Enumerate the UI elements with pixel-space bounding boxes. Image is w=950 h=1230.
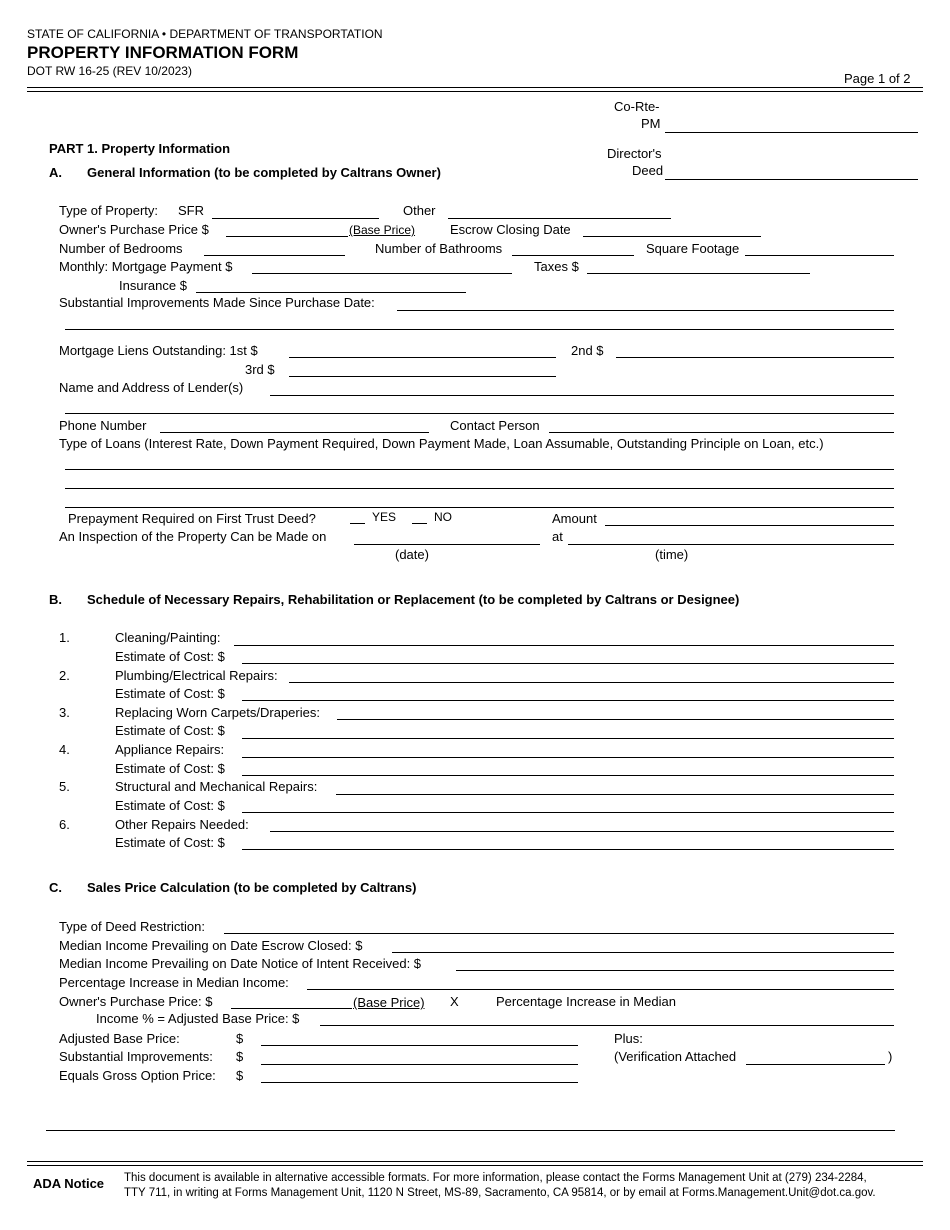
substantial-c-field[interactable] [261,1064,578,1065]
lien-2nd-label: 2nd $ [571,343,604,358]
loans-field-1[interactable] [65,469,894,470]
section-b-letter: B. [49,592,62,607]
repair-label-1: Cleaning/Painting: [115,630,221,645]
substantial-improvements-field[interactable] [397,310,894,311]
estimate-field-6[interactable] [242,849,894,850]
lender-field-2[interactable] [65,413,894,414]
estimate-label-2: Estimate of Cost: $ [115,686,225,701]
verification-close: ) [888,1049,893,1064]
adjusted-base-label: Adjusted Base Price: [59,1031,180,1046]
percentage-increase-field[interactable] [307,989,894,990]
type-of-loans-label: Type of Loans (Interest Rate, Down Payment Required, Down Payment Made, Loan Assumable, Outstanding Principle on Loan, etc.) [59,436,824,451]
lien-2nd-field[interactable] [616,357,894,358]
deed-restriction-field[interactable] [224,933,894,934]
footer-rule-top [27,1161,923,1162]
ada-notice-label: ADA Notice [33,1176,105,1191]
phone-field[interactable] [160,432,429,433]
estimate-field-4[interactable] [242,775,894,776]
estimate-field-3[interactable] [242,738,894,739]
section-a-title: General Information (to be completed by Caltrans Owner) [87,165,441,180]
income-adjusted-field[interactable] [320,1025,894,1026]
repair-num-3: 3. [59,705,70,720]
gross-option-field[interactable] [261,1082,578,1083]
escrow-closing-date-label: Escrow Closing Date [450,222,571,237]
substantial-c-label: Substantial Improvements: [59,1049,213,1064]
percentage-increase-label: Percentage Increase in Median Income: [59,975,289,990]
at-label: at [552,529,563,544]
income-adjusted-label: Income % = Adjusted Base Price: $ [96,1011,300,1026]
lender-field[interactable] [270,395,894,396]
repair-num-4: 4. [59,742,70,757]
square-footage-field[interactable] [745,255,894,256]
repair-label-6: Other Repairs Needed: [115,817,249,832]
no-checkbox[interactable] [412,523,427,524]
header-rule-bottom [27,91,923,92]
time-caption: (time) [655,547,689,562]
bedrooms-field[interactable] [204,255,345,256]
directors-deed-field[interactable] [665,179,918,180]
ada-text-line1: This document is available in alternative accessible formats. For more information, please contact the Forms Management Unit at (279) 234-2284, [124,1172,867,1184]
bathrooms-field[interactable] [512,255,634,256]
bathrooms-label: Number of Bathrooms [375,241,503,256]
substantial-improvements-label: Substantial Improvements Made Since Purchase Date: [59,295,375,310]
closing-divider [46,1130,895,1131]
repair-label-2: Plumbing/Electrical Repairs: [115,668,278,683]
header-rule-top [27,87,923,88]
yes-label: YES [372,510,397,524]
section-b-title: Schedule of Necessary Repairs, Rehabilitation or Replacement (to be completed by Caltrans or Designee) [87,592,740,607]
estimate-label-3: Estimate of Cost: $ [115,723,225,738]
owners-price-label: Owner's Purchase Price: $ [59,994,213,1009]
loans-field-2[interactable] [65,488,894,489]
median-notice-field[interactable] [456,970,894,971]
footer-rule-bottom [27,1165,923,1166]
deed-restriction-label: Type of Deed Restriction: [59,919,205,934]
inspection-time-field[interactable] [568,544,894,545]
section-c-title: Sales Price Calculation (to be completed by Caltrans) [87,880,417,895]
mortgage-payment-field[interactable] [252,273,512,274]
type-of-property-label: Type of Property: [59,203,158,218]
loans-field-3[interactable] [65,507,894,508]
multiply-sign: X [450,994,459,1009]
plus-label: Plus: [614,1031,643,1046]
page-number: Page 1 of 2 [844,71,911,86]
contact-person-label: Contact Person [450,418,540,433]
section-c-letter: C. [49,880,62,895]
ada-text-line2: TTY 711, in writing at Forms Management Unit, 1120 N Street, MS-89, Sacramento, CA 95814, or by email at Forms.Management.Unit@dot.ca.gov. [124,1187,876,1199]
other-field[interactable] [448,218,671,219]
escrow-closing-date-field[interactable] [583,236,761,237]
repair-field-4[interactable] [242,757,894,758]
percentage-median-label: Percentage Increase in Median [496,994,676,1009]
estimate-field-5[interactable] [242,812,894,813]
sfr-field[interactable] [212,218,379,219]
lender-label: Name and Address of Lender(s) [59,380,244,395]
insurance-field[interactable] [196,292,466,293]
form-title: PROPERTY INFORMATION FORM [27,43,299,62]
substantial-improvements-field-2[interactable] [65,329,894,330]
phone-label: Phone Number [59,418,147,433]
inspection-label: An Inspection of the Property Can be Made on [59,529,327,544]
repair-field-6[interactable] [270,831,894,832]
taxes-label: Taxes $ [534,259,579,274]
repair-label-5: Structural and Mechanical Repairs: [115,779,318,794]
repair-field-1[interactable] [234,645,894,646]
deed-label: Deed [632,163,664,178]
lien-3rd-field[interactable] [289,376,556,377]
repair-num-2: 2. [59,668,70,683]
pm-label: PM [641,116,661,131]
yes-checkbox[interactable] [350,523,365,524]
contact-person-field[interactable] [549,432,894,433]
owners-purchase-price-label: Owner's Purchase Price $ [59,222,209,237]
substantial-c-dollar: $ [236,1049,244,1064]
square-footage-label: Square Footage [646,241,740,256]
mortgage-payment-label: Monthly: Mortgage Payment $ [59,259,233,274]
median-notice-label: Median Income Prevailing on Date Notice of Intent Received: $ [59,956,422,971]
no-label: NO [434,510,452,524]
median-escrow-label: Median Income Prevailing on Date Escrow Closed: $ [59,938,363,953]
sfr-label: SFR [178,203,204,218]
base-price-c-note: (Base Price) [353,995,425,1010]
agency-line: STATE OF CALIFORNIA • DEPARTMENT OF TRANSPORTATION [27,27,383,41]
repair-field-5[interactable] [336,794,894,795]
adjusted-base-dollar: $ [236,1031,244,1046]
repair-num-5: 5. [59,779,70,794]
median-escrow-field[interactable] [392,952,894,953]
insurance-label: Insurance $ [119,278,187,293]
estimate-field-2[interactable] [242,700,894,701]
inspection-date-field[interactable] [354,544,540,545]
estimate-label-5: Estimate of Cost: $ [115,798,225,813]
verification-field[interactable] [746,1064,885,1065]
gross-option-dollar: $ [236,1068,244,1083]
prepayment-label: Prepayment Required on First Trust Deed? [68,511,316,526]
gross-option-label: Equals Gross Option Price: [59,1068,216,1083]
bedrooms-label: Number of Bedrooms [59,241,183,256]
repair-num-6: 6. [59,817,70,832]
amount-field[interactable] [605,525,894,526]
owners-purchase-price-field[interactable] [226,236,348,237]
other-label: Other [403,203,436,218]
amount-label: Amount [552,511,597,526]
estimate-field-1[interactable] [242,663,894,664]
repair-num-1: 1. [59,630,70,645]
owners-price-field[interactable] [231,1008,352,1009]
form-number: DOT RW 16-25 (REV 10/2023) [27,64,192,78]
directors-label: Director's [607,146,662,161]
estimate-label-4: Estimate of Cost: $ [115,761,225,776]
co-rte-label: Co-Rte- [614,99,660,114]
adjusted-base-field[interactable] [261,1045,578,1046]
repair-field-2[interactable] [289,682,894,683]
part1-title: PART 1. Property Information [49,141,231,156]
repair-field-3[interactable] [337,719,894,720]
taxes-field[interactable] [587,273,810,274]
base-price-note: (Base Price) [349,223,416,237]
estimate-label-6: Estimate of Cost: $ [115,835,225,850]
mortgage-liens-label: Mortgage Liens Outstanding: 1st $ [59,343,258,358]
co-rte-pm-field[interactable] [665,132,918,133]
repair-label-3: Replacing Worn Carpets/Draperies: [115,705,320,720]
verification-label: (Verification Attached [614,1049,737,1064]
section-a-letter: A. [49,165,62,180]
date-caption: (date) [395,547,429,562]
repair-label-4: Appliance Repairs: [115,742,225,757]
estimate-label-1: Estimate of Cost: $ [115,649,225,664]
lien-3rd-label: 3rd $ [245,362,275,377]
lien-1st-field[interactable] [289,357,556,358]
